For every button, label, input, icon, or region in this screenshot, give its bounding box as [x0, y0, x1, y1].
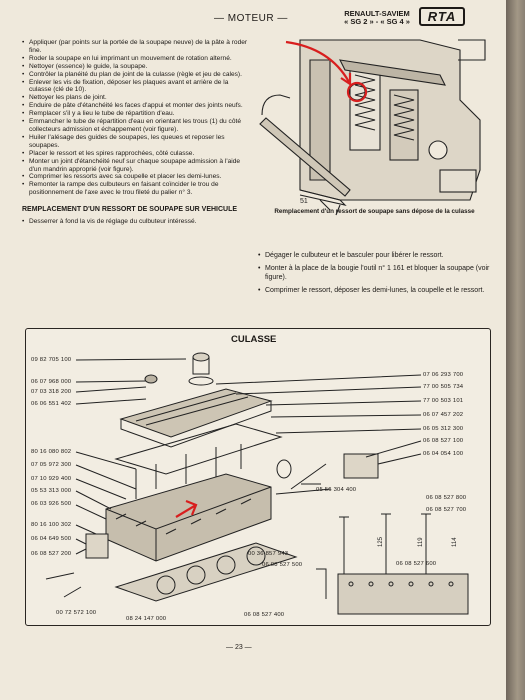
part-number: 07 05 972 300 [31, 462, 72, 468]
instruction-item: • Nettoyer les plans de joint. [22, 94, 248, 102]
part-number: 09 82 705 100 [31, 357, 72, 363]
instruction-item: • Enlever les vis de fixation, déposer les plaques avant et arrière de la culasse (clé de 10). [22, 79, 248, 95]
rta-logo: RTA [419, 7, 465, 26]
dim-label: 114 [452, 537, 458, 547]
part-number: 06 08 527 100 [423, 438, 464, 444]
part-number: 06 08 527 400 [244, 612, 285, 618]
part-number: 06 04 054 100 [423, 451, 464, 457]
instruction-item: • Monter un joint d'étanchéité neuf sur chaque soupape admission à l'aide d'un mandrin approprié (voir figure). [22, 158, 248, 174]
instruction-item: • Enduire de pâte d'étanchéité les faces d'appui et monter des joints neufs. [22, 102, 248, 110]
part-number: 77 00 505 734 [423, 384, 464, 390]
instruction-item: • Emmancher le tube de répartition d'eau en orientant les trous (1) du côté collecteurs admission et échappement (voir figure). [22, 118, 248, 134]
part-number: 06 08 527 800 [426, 495, 467, 501]
instruction-item: • Dégager le culbuteur et le basculer pour libérer le ressort. [258, 251, 490, 260]
instruction-item: • Desserrer à fond la vis de réglage du culbuteur intéressé. [22, 218, 248, 226]
valve-spring-figure [0, 0, 506, 240]
part-number: 07 06 293 700 [423, 372, 464, 378]
page-number: — 23 — [226, 644, 252, 651]
instruction-item: • Comprimer le ressort, déposer les demi-lunes, la coupelle et le ressort. [258, 286, 490, 295]
instruction-item: • Huiler l'alésage des guides de soupapes, les queues et reposer les soupapes. [22, 134, 248, 150]
instruction-item: • Monter à la place de la bougie l'outil n° 1 161 et bloquer la soupape (voir figure). [258, 264, 490, 282]
part-number: 05 53 313 000 [31, 488, 72, 494]
part-number: 80 16 100 302 [31, 522, 72, 528]
part-number: 06 08 527 600 [396, 561, 437, 567]
instruction-item: • Nettoyer (essence) le guide, la soupape. [22, 63, 248, 71]
figure-caption: Remplacement d'un ressort de soupape sans dépose de la culasse [274, 208, 475, 215]
instruction-item: • Placer le ressort et les spires rapprochées, côté culasse. [22, 150, 248, 158]
part-number: 07 03 318 200 [31, 389, 72, 395]
section-title: — MOTEUR — [214, 13, 288, 24]
diagram-title: CULASSE [231, 334, 277, 345]
part-number: 06 08 527 700 [426, 507, 467, 513]
instruction-item: • Roder la soupape en lui imprimant un mouvement de rotation alterné. [22, 55, 248, 63]
part-number: 00 36 857 943 [248, 551, 289, 557]
part-number: 07 10 929 400 [31, 476, 72, 482]
svg-text:51: 51 [300, 198, 308, 205]
part-number: 06 08 527 500 [262, 562, 303, 568]
instruction-item: • Remonter la rampe des culbuteurs en faisant coïncider le trou de positionnement de l'axe avec le trou fileté du palier n° 3. [22, 181, 248, 197]
right-text-column [258, 251, 490, 299]
part-number: 06 03 926 500 [31, 501, 72, 507]
page-edge-shadow [506, 0, 525, 700]
instruction-item: • Appliquer (par points sur la portée de la soupape neuve) de la pâte à roder fine. [22, 39, 248, 55]
part-number: 08 24 147 000 [126, 616, 167, 622]
part-number: 80 16 080 802 [31, 449, 72, 455]
part-number: 05 56 304 400 [316, 487, 357, 493]
brand-line-2: « SG 2 » - « SG 4 » [344, 17, 410, 26]
part-number: 06 08 527 200 [31, 551, 72, 557]
instruction-item: • Remplacer s'il y a lieu le tube de répartition d'eau. [22, 110, 248, 118]
brand-line-1: RENAULT-SAVIEM [344, 9, 410, 18]
culasse-exploded-diagram [25, 328, 491, 626]
dim-label: 119 [418, 537, 424, 547]
instruction-item: • Comprimer les ressorts avec sa coupelle et placer les demi-lunes. [22, 173, 248, 181]
part-number: 06 06 551 402 [31, 401, 72, 407]
part-number: 06 07 968 000 [31, 379, 72, 385]
part-number: 77 00 503 101 [423, 398, 464, 404]
instruction-item: • Contrôler la planéité du plan de joint de la culasse (règle et jeu de cales). [22, 71, 248, 79]
part-number: 00 72 572 100 [56, 610, 97, 616]
part-number: 06 05 312 300 [423, 426, 464, 432]
part-number: 06 04 649 500 [31, 536, 72, 542]
part-number: 06 07 457 202 [423, 412, 464, 418]
dim-label: 125 [378, 536, 384, 547]
section-heading: REMPLACEMENT D'UN RESSORT DE SOUPAPE SUR VEHICULE [22, 206, 238, 214]
